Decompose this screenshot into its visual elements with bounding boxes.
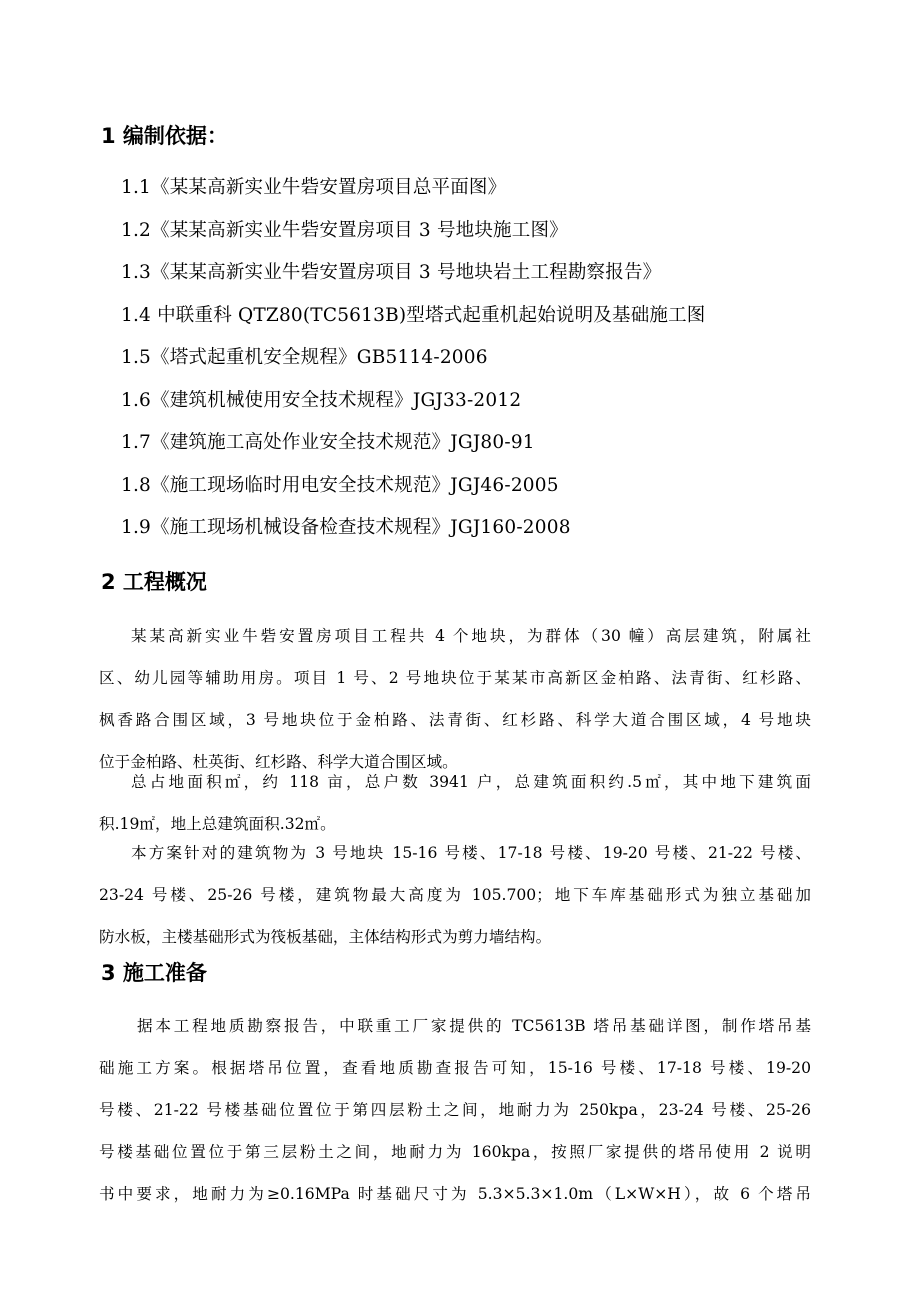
reference-item: 1.2《某某高新实业牛砦安置房项目 3 号地块施工图》 bbox=[121, 220, 568, 241]
text-line: 号楼基础位置位于第三层粉土之间，地耐力为 160kpa，按照厂家提供的塔吊使用 2 说明 bbox=[99, 1143, 811, 1161]
text-line: 位于金柏路、杜英街、红杉路、科学大道合围区域。 bbox=[99, 753, 458, 771]
reference-item: 1.9《施工现场机械设备检查技术规程》JGJ160-2008 bbox=[121, 517, 571, 538]
reference-item: 1.8《施工现场临时用电安全技术规范》JGJ46-2005 bbox=[121, 475, 559, 496]
text-line: 书中要求，地耐力为≥0.16MPa 时基础尺寸为 5.3×5.3×1.0m（L×W×H），故 6 个塔吊 bbox=[99, 1185, 811, 1203]
text-line: 某某高新实业牛砦安置房项目工程共 4 个地块，为群体（30 幢）高层建筑，附属社 bbox=[131, 627, 811, 645]
text-line: 础施工方案。根据塔吊位置，查看地质勘查报告可知，15-16 号楼、17-18 号楼、19-20 bbox=[99, 1059, 811, 1077]
reference-item: 1.3《某某高新实业牛砦安置房项目 3 号地块岩土工程勘察报告》 bbox=[121, 262, 662, 283]
text-line: 本方案针对的建筑物为 3 号地块 15-16 号楼、17-18 号楼、19-20 号楼、21-22 号楼、 bbox=[131, 844, 811, 862]
text-line: 防水板，主楼基础形式为筏板基础，主体结构形式为剪力墙结构。 bbox=[99, 928, 552, 946]
text-line: 据本工程地质勘察报告，中联重工厂家提供的 TC5613B 塔吊基础详图，制作塔吊基 bbox=[137, 1017, 811, 1035]
section-heading-basis: 1 编制依据： bbox=[101, 124, 228, 148]
text-line: 区、幼儿园等辅助用房。项目 1 号、2 号地块位于某某市高新区金柏路、法青街、红杉路、 bbox=[99, 669, 811, 687]
text-line: 总占地面积㎡，约 118 亩，总户数 3941 户，总建筑面积约.5㎡，其中地下建筑面 bbox=[131, 773, 811, 791]
reference-item: 1.4 中联重科 QTZ80(TC5613B)型塔式起重机起始说明及基础施工图 bbox=[121, 305, 706, 326]
reference-item: 1.5《塔式起重机安全规程》GB5114-2006 bbox=[121, 347, 488, 368]
reference-item: 1.1《某某高新实业牛砦安置房项目总平面图》 bbox=[121, 177, 507, 198]
overview-paragraph-3 bbox=[99, 832, 811, 958]
overview-paragraph-1 bbox=[99, 615, 811, 783]
text-line: 号楼、21-22 号楼基础位置位于第四层粉土之间，地耐力为 250kpa，23-24 号楼、25-26 bbox=[99, 1101, 811, 1119]
preparation-paragraph-1 bbox=[99, 1005, 811, 1215]
reference-item: 1.6《建筑机械使用安全技术规程》JGJ33-2012 bbox=[121, 390, 522, 411]
section-heading-overview: 2 工程概况 bbox=[101, 570, 207, 594]
text-line: 枫香路合围区域，3 号地块位于金柏路、法青街、红杉路、科学大道合围区域，4 号地块 bbox=[99, 711, 811, 729]
text-line: 积.19㎡，地上总建筑面积.32㎡。 bbox=[99, 815, 336, 833]
text-line: 23-24 号楼、25-26 号楼，建筑物最大高度为 105.700；地下车库基础形式为独立基础加 bbox=[99, 886, 811, 904]
reference-item: 1.7《建筑施工高处作业安全技术规范》JGJ80-91 bbox=[121, 432, 535, 453]
section-heading-preparation: 3 施工准备 bbox=[101, 961, 207, 985]
